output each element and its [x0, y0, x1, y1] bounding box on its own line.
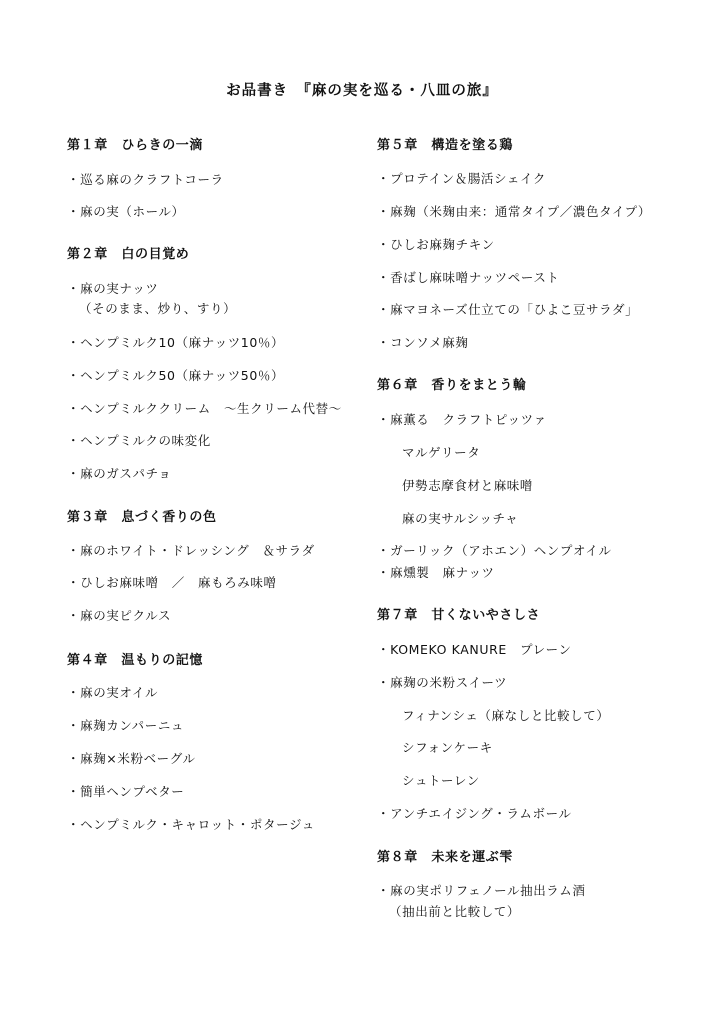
menu-item-note: （そのまま、炒り、すり） [79, 301, 237, 316]
menu-item: ・香ばし麻味噌ナッツペースト [377, 270, 560, 285]
menu-item: ・麻麹×米粉ベーグル [67, 751, 196, 766]
menu-sub-item: フィナンシェ（麻なしと比較して） [402, 708, 610, 723]
menu-item: ・麻マヨネーズ仕立ての「ひよこ豆サラダ」 [377, 302, 639, 317]
menu-item: ・ひしお麻麹チキン [377, 237, 495, 252]
menu-sub-item: シュトーレン [402, 773, 480, 788]
chapter-heading: 第５章 構造を塗る鶏 [377, 138, 514, 153]
chapter-heading: 第１章 ひらきの一滴 [67, 138, 204, 153]
menu-item: ・麻の実（ホール） [67, 204, 185, 219]
menu-item: ・ガーリック（アホエン）ヘンプオイル [377, 543, 612, 558]
menu-item: ・麻麹（米麹由来：通常タイプ／濃色タイプ） [377, 204, 651, 219]
menu-title: お品書き 『麻の実を巡る・八皿の旅』 [226, 83, 498, 99]
menu-item: ・巡る麻のクラフトコーラ [67, 172, 224, 187]
menu-item: ・麻の実ピクルス [67, 608, 172, 623]
chapter-heading: 第７章 甘くないやさしさ [377, 608, 541, 623]
menu-item: ・ヘンプミルクの味変化 [67, 433, 211, 448]
chapter-heading: 第６章 香りをまとう輪 [377, 378, 527, 393]
menu-item: ・麻のガスパチョ [67, 466, 172, 481]
menu-item: ・簡単ヘンプベター [67, 784, 185, 799]
menu-item: ・麻麹カンパーニュ [67, 718, 185, 733]
menu-item: ・ヘンプミルク50（麻ナッツ50％） [67, 368, 285, 383]
menu-sub-item: 伊勢志摩食材と麻味噌 [402, 478, 534, 493]
chapter-heading: 第３章 息づく香りの色 [67, 510, 217, 525]
menu-item: ・ヘンプミルク・キャロット・ポタージュ [67, 817, 315, 832]
menu-item: ・KOMEKO KANURE プレーン [377, 642, 572, 657]
menu-item: ・ヘンプミルククリーム 〜生クリーム代替〜 [67, 401, 342, 416]
chapter-heading: 第８章 未来を運ぶ雫 [377, 850, 514, 865]
menu-item: ・麻燻製 麻ナッツ [377, 565, 495, 580]
menu-item: ・ひしお麻味噌 ／ 麻もろみ味噌 [67, 575, 277, 590]
menu-item: ・麻麹の米粉スイーツ [377, 675, 508, 690]
menu-sub-item: 麻の実サルシッチャ [402, 511, 519, 526]
menu-item: ・麻のホワイト・ドレッシング ＆サラダ [67, 543, 315, 558]
menu-item: ・ヘンプミルク10（麻ナッツ10％） [67, 335, 285, 350]
menu-item-note: （抽出前と比較して） [389, 904, 521, 919]
menu-sub-item: マルゲリータ [402, 445, 481, 460]
chapter-heading: 第４章 温もりの記憶 [67, 653, 204, 668]
menu-sub-item: シフォンケーキ [402, 740, 493, 755]
menu-item: ・麻の実ポリフェノール抽出ラム酒 [377, 883, 586, 898]
menu-item: ・麻の実ナッツ [67, 281, 159, 296]
menu-item: ・プロテイン＆腸活シェイク [377, 171, 546, 186]
menu-item: ・麻の実オイル [67, 685, 159, 700]
menu-item: ・アンチエイジング・ラムボール [377, 806, 572, 821]
menu-item: ・コンソメ麻麹 [377, 335, 469, 350]
menu-item: ・麻薫る クラフトピッツァ [377, 412, 547, 427]
chapter-heading: 第２章 白の目覚め [67, 247, 190, 262]
